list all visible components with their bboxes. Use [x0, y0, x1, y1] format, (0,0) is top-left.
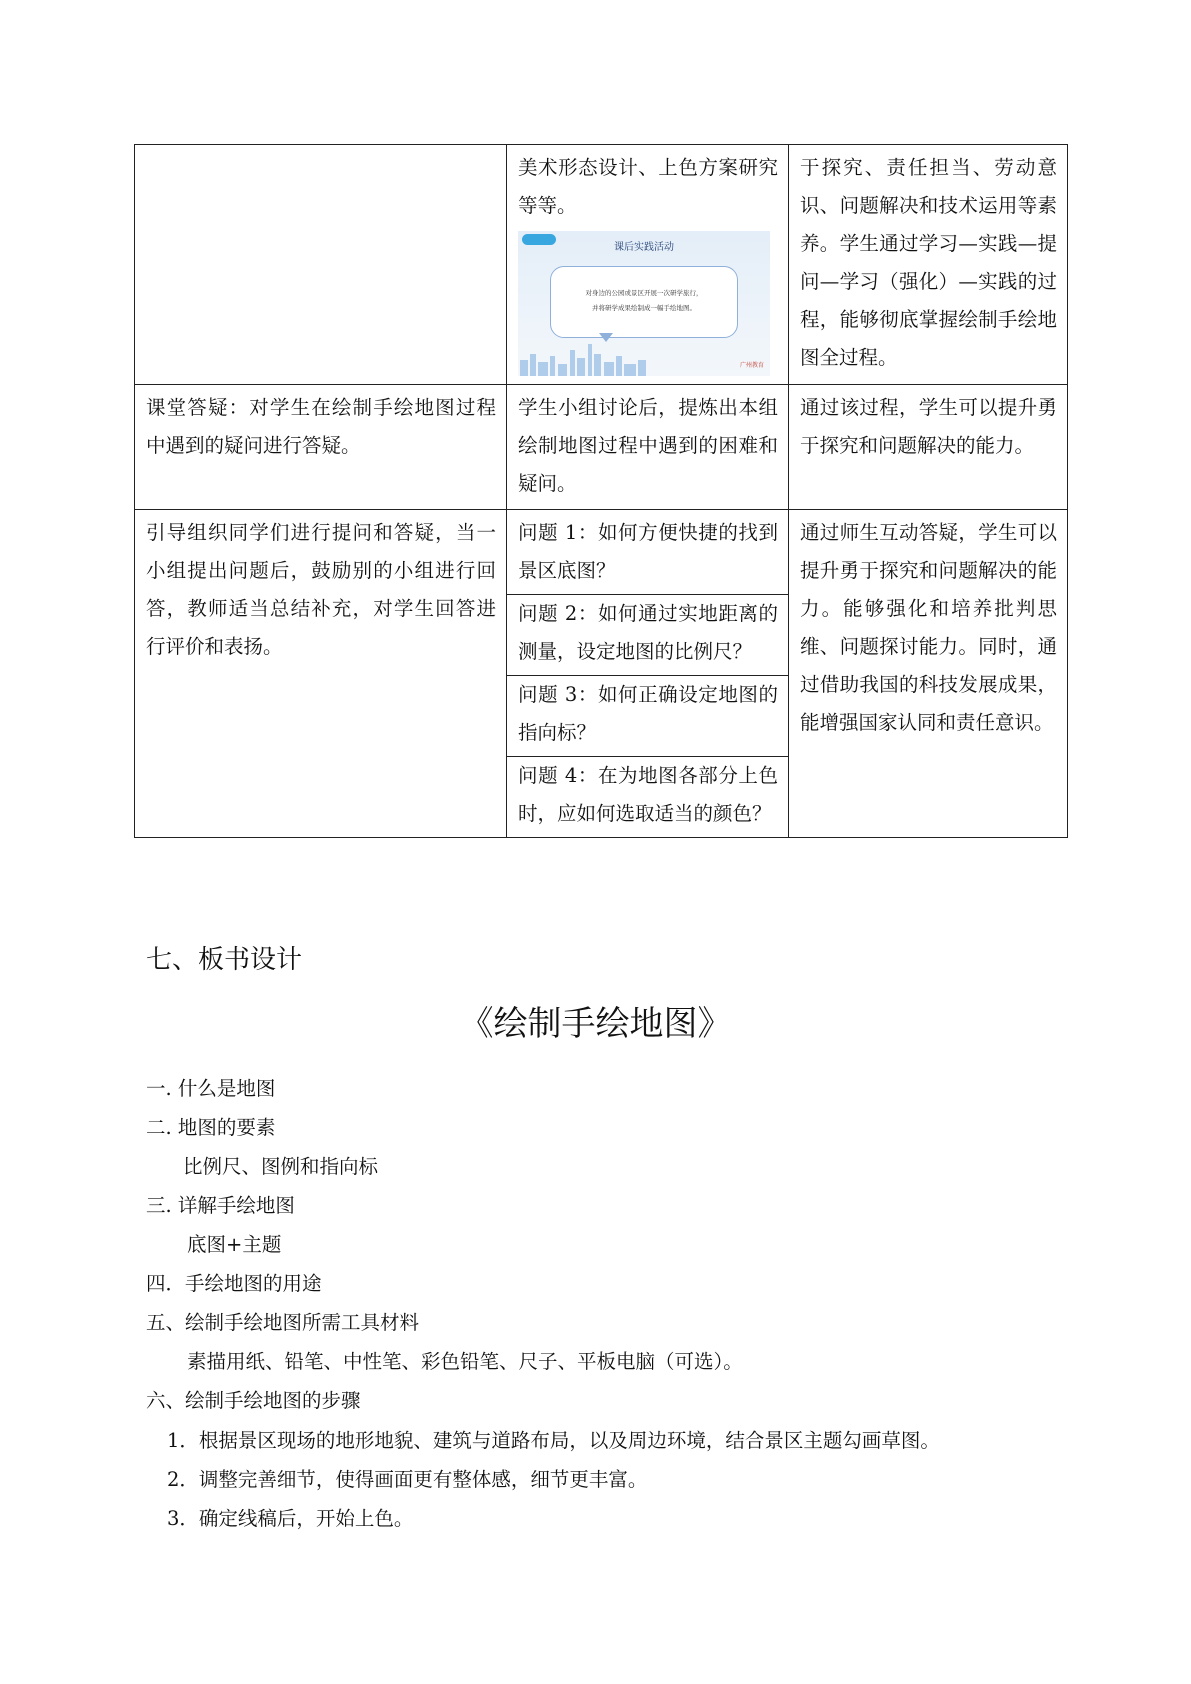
lesson-table — [134, 144, 1068, 838]
cell-text: 通过该过程，学生可以提升勇于探究和问题解决的能力。 — [800, 396, 1057, 457]
table-row — [135, 145, 1068, 385]
city-skyline-illustration — [518, 342, 658, 376]
slide-text-line: 对身边的公园或景区开展一次研学旅行， — [585, 289, 703, 297]
outline-item: 一. 什么是地图 — [146, 1077, 276, 1100]
outline-item: 二. 地图的要素 — [146, 1116, 276, 1139]
table-row — [135, 385, 1068, 510]
slide-title: 课后实践活动 — [614, 242, 674, 253]
table-cell — [135, 385, 507, 510]
outline-subitem: 比例尺、图例和指向标 — [183, 1155, 379, 1178]
board-title: 《绘制手绘地图》 — [459, 1004, 732, 1044]
cell-text: 于探究、责任担当、劳动意识、问题解决和技术运用等素养。学生通过学习—实践—提问—学习（强化）—实践的过程，能够彻底掌握绘制手绘地图全过程。 — [800, 156, 1057, 369]
slide-brand-logo: 广州教育 — [739, 362, 764, 369]
table-cell — [135, 510, 507, 838]
table-row — [135, 510, 1068, 838]
cell-text: 通过师生互动答疑，学生可以提升勇于探究和问题解决的能力。能够强化和培养批判思维、问题探讨能力。同时，通过借助我国的科技发展成果，能增强国家认同和责任意识。 — [800, 521, 1057, 734]
table-cell — [507, 510, 789, 838]
cell-text: 课堂答疑：对学生在绘制手绘地图过程中遇到的疑问进行答疑。 — [146, 396, 496, 457]
outline-item: 六、绘制手绘地图的步骤 — [146, 1389, 361, 1412]
question-item: 问题 1：如何方便快捷的找到景区底图？ — [507, 510, 788, 595]
outline-item: 三. 详解手绘地图 — [146, 1194, 295, 1217]
cell-text: 学生小组讨论后，提炼出本组绘制地图过程中遇到的困难和疑问。 — [518, 396, 778, 495]
question-item: 问题 3：如何正确设定地图的指向标？ — [507, 672, 788, 757]
outline-subitem: 底图+主题 — [187, 1233, 282, 1256]
table-cell — [507, 385, 789, 510]
outline-subitem: 素描用纸、铅笔、中性笔、彩色铅笔、尺子、平板电脑（可选）。 — [187, 1350, 743, 1373]
table-cell — [789, 145, 1068, 385]
speech-bubble-tail — [599, 333, 613, 342]
slide-text-line: 并将研学成果绘制成一幅手绘地图。 — [592, 304, 696, 312]
cell-text: 引导组织同学们进行提问和答疑，当一小组提出问题后，鼓励别的小组进行回答，教师适当总结补充，对学生回答进行评价和表扬。 — [146, 521, 496, 658]
table-cell — [789, 385, 1068, 510]
question-item: 问题 2：如何通过实地距离的测量，设定地图的比例尺？ — [507, 591, 788, 676]
table-cell-empty — [135, 145, 507, 385]
section-heading: 七、板书设计 — [146, 945, 303, 975]
outline-item: 五、绘制手绘地图所需工具材料 — [146, 1311, 420, 1334]
table-cell — [507, 145, 789, 385]
question-item: 问题 4：在为地图各部分上色时，应如何选取适当的颜色？ — [518, 764, 778, 825]
speech-bubble — [550, 266, 738, 338]
step-item: 2．调整完善细节，使得画面更有整体感，细节更丰富。 — [167, 1468, 648, 1491]
step-item: 3．确定线稿后，开始上色。 — [167, 1507, 414, 1530]
cell-text: 美术形态设计、上色方案研究等等。 — [518, 156, 778, 217]
outline-item: 四．手绘地图的用途 — [146, 1272, 322, 1295]
slide-thumbnail — [518, 231, 770, 376]
table-cell — [789, 510, 1068, 838]
step-item: 1．根据景区现场的地形地貌、建筑与道路布局，以及周边环境，结合景区主题勾画草图。 — [167, 1429, 940, 1452]
